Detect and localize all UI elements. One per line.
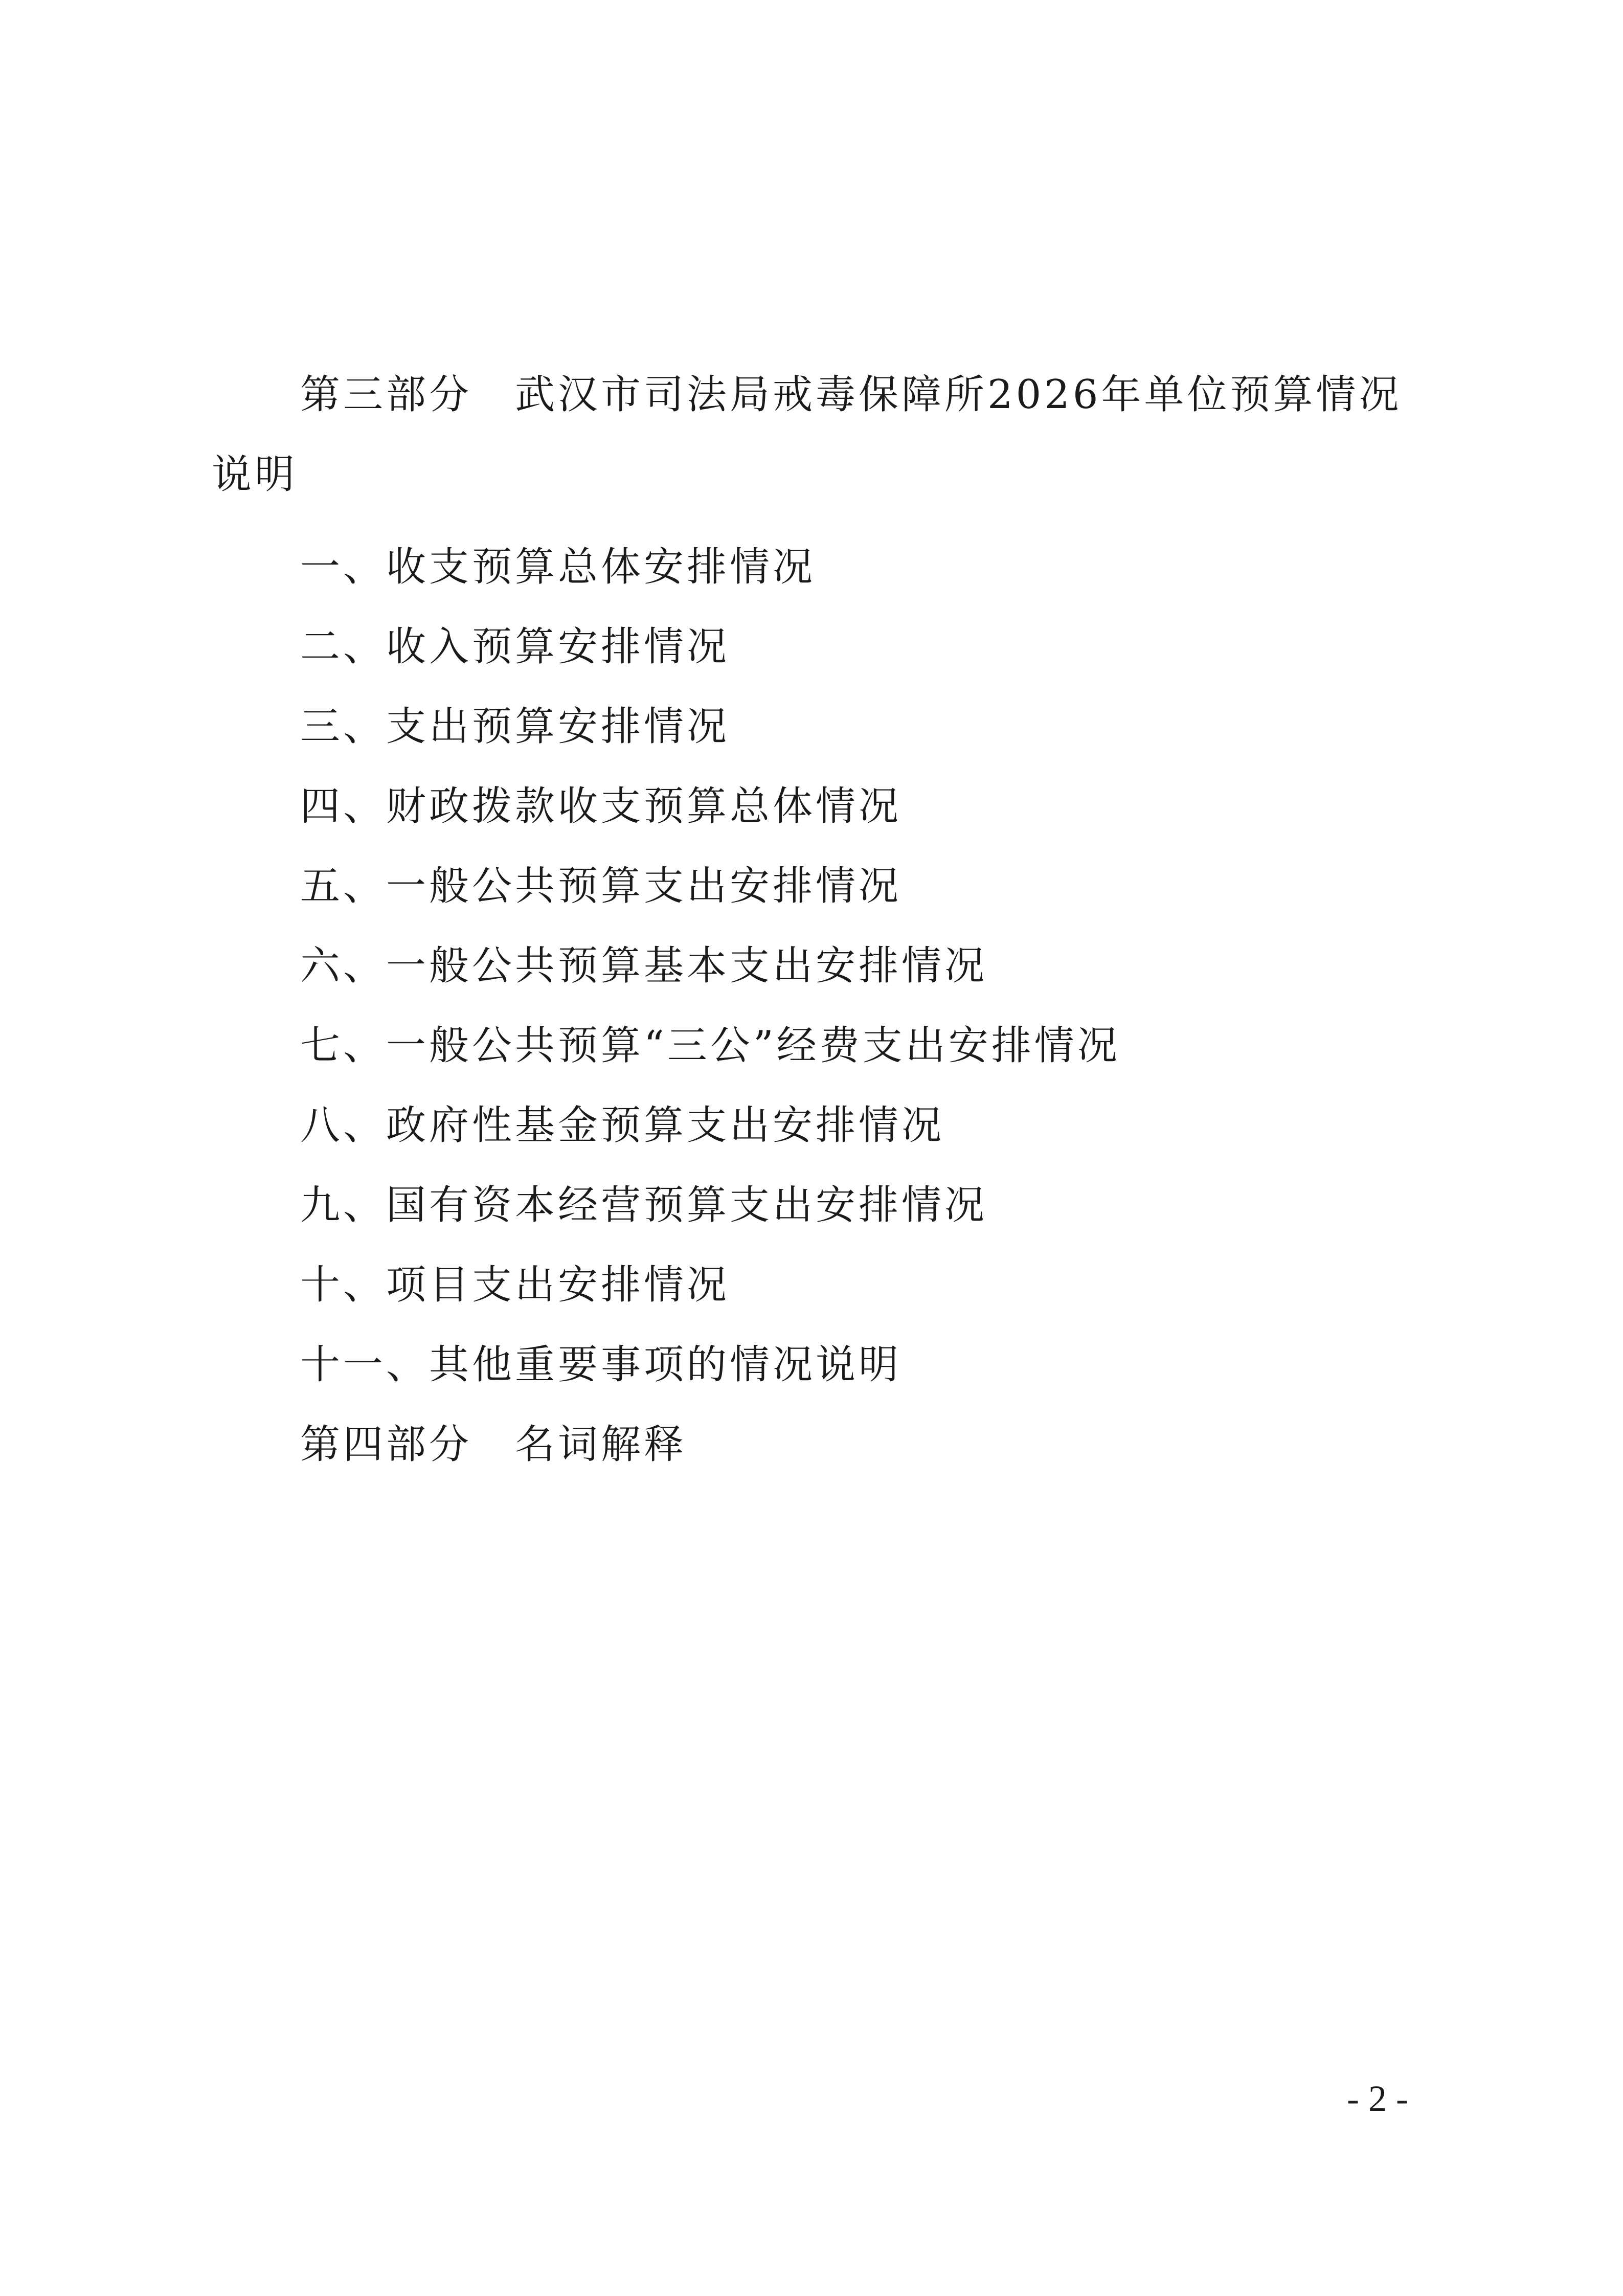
toc-item: 六、一般公共预算基本支出安排情况 (300, 943, 988, 989)
toc-item: 七、一般公共预算“三公”经费支出安排情况 (300, 1023, 1120, 1069)
toc-item: 二、收入预算安排情况 (300, 624, 730, 670)
page-number: - 2 - (1347, 2078, 1408, 2119)
toc-item: 十一、其他重要事项的情况说明 (300, 1342, 902, 1388)
toc-item: 三、支出预算安排情况 (300, 704, 730, 750)
toc-item: 九、国有资本经营预算支出安排情况 (300, 1182, 988, 1228)
toc-item: 四、财政拨款收支预算总体情况 (300, 783, 902, 829)
table-of-contents (300, 527, 1120, 1484)
toc-item: 十、项目支出安排情况 (300, 1262, 730, 1308)
toc-item: 第四部分 名词解释 (300, 1422, 687, 1468)
toc-item: 八、政府性基金预算支出安排情况 (300, 1102, 945, 1149)
toc-item: 五、一般公共预算支出安排情况 (300, 863, 902, 909)
toc-item: 一、收支预算总体安排情况 (300, 544, 816, 590)
section-heading: 第三部分 武汉市司法局戒毒保障所2026年单位预算情况说明 (212, 372, 1402, 498)
